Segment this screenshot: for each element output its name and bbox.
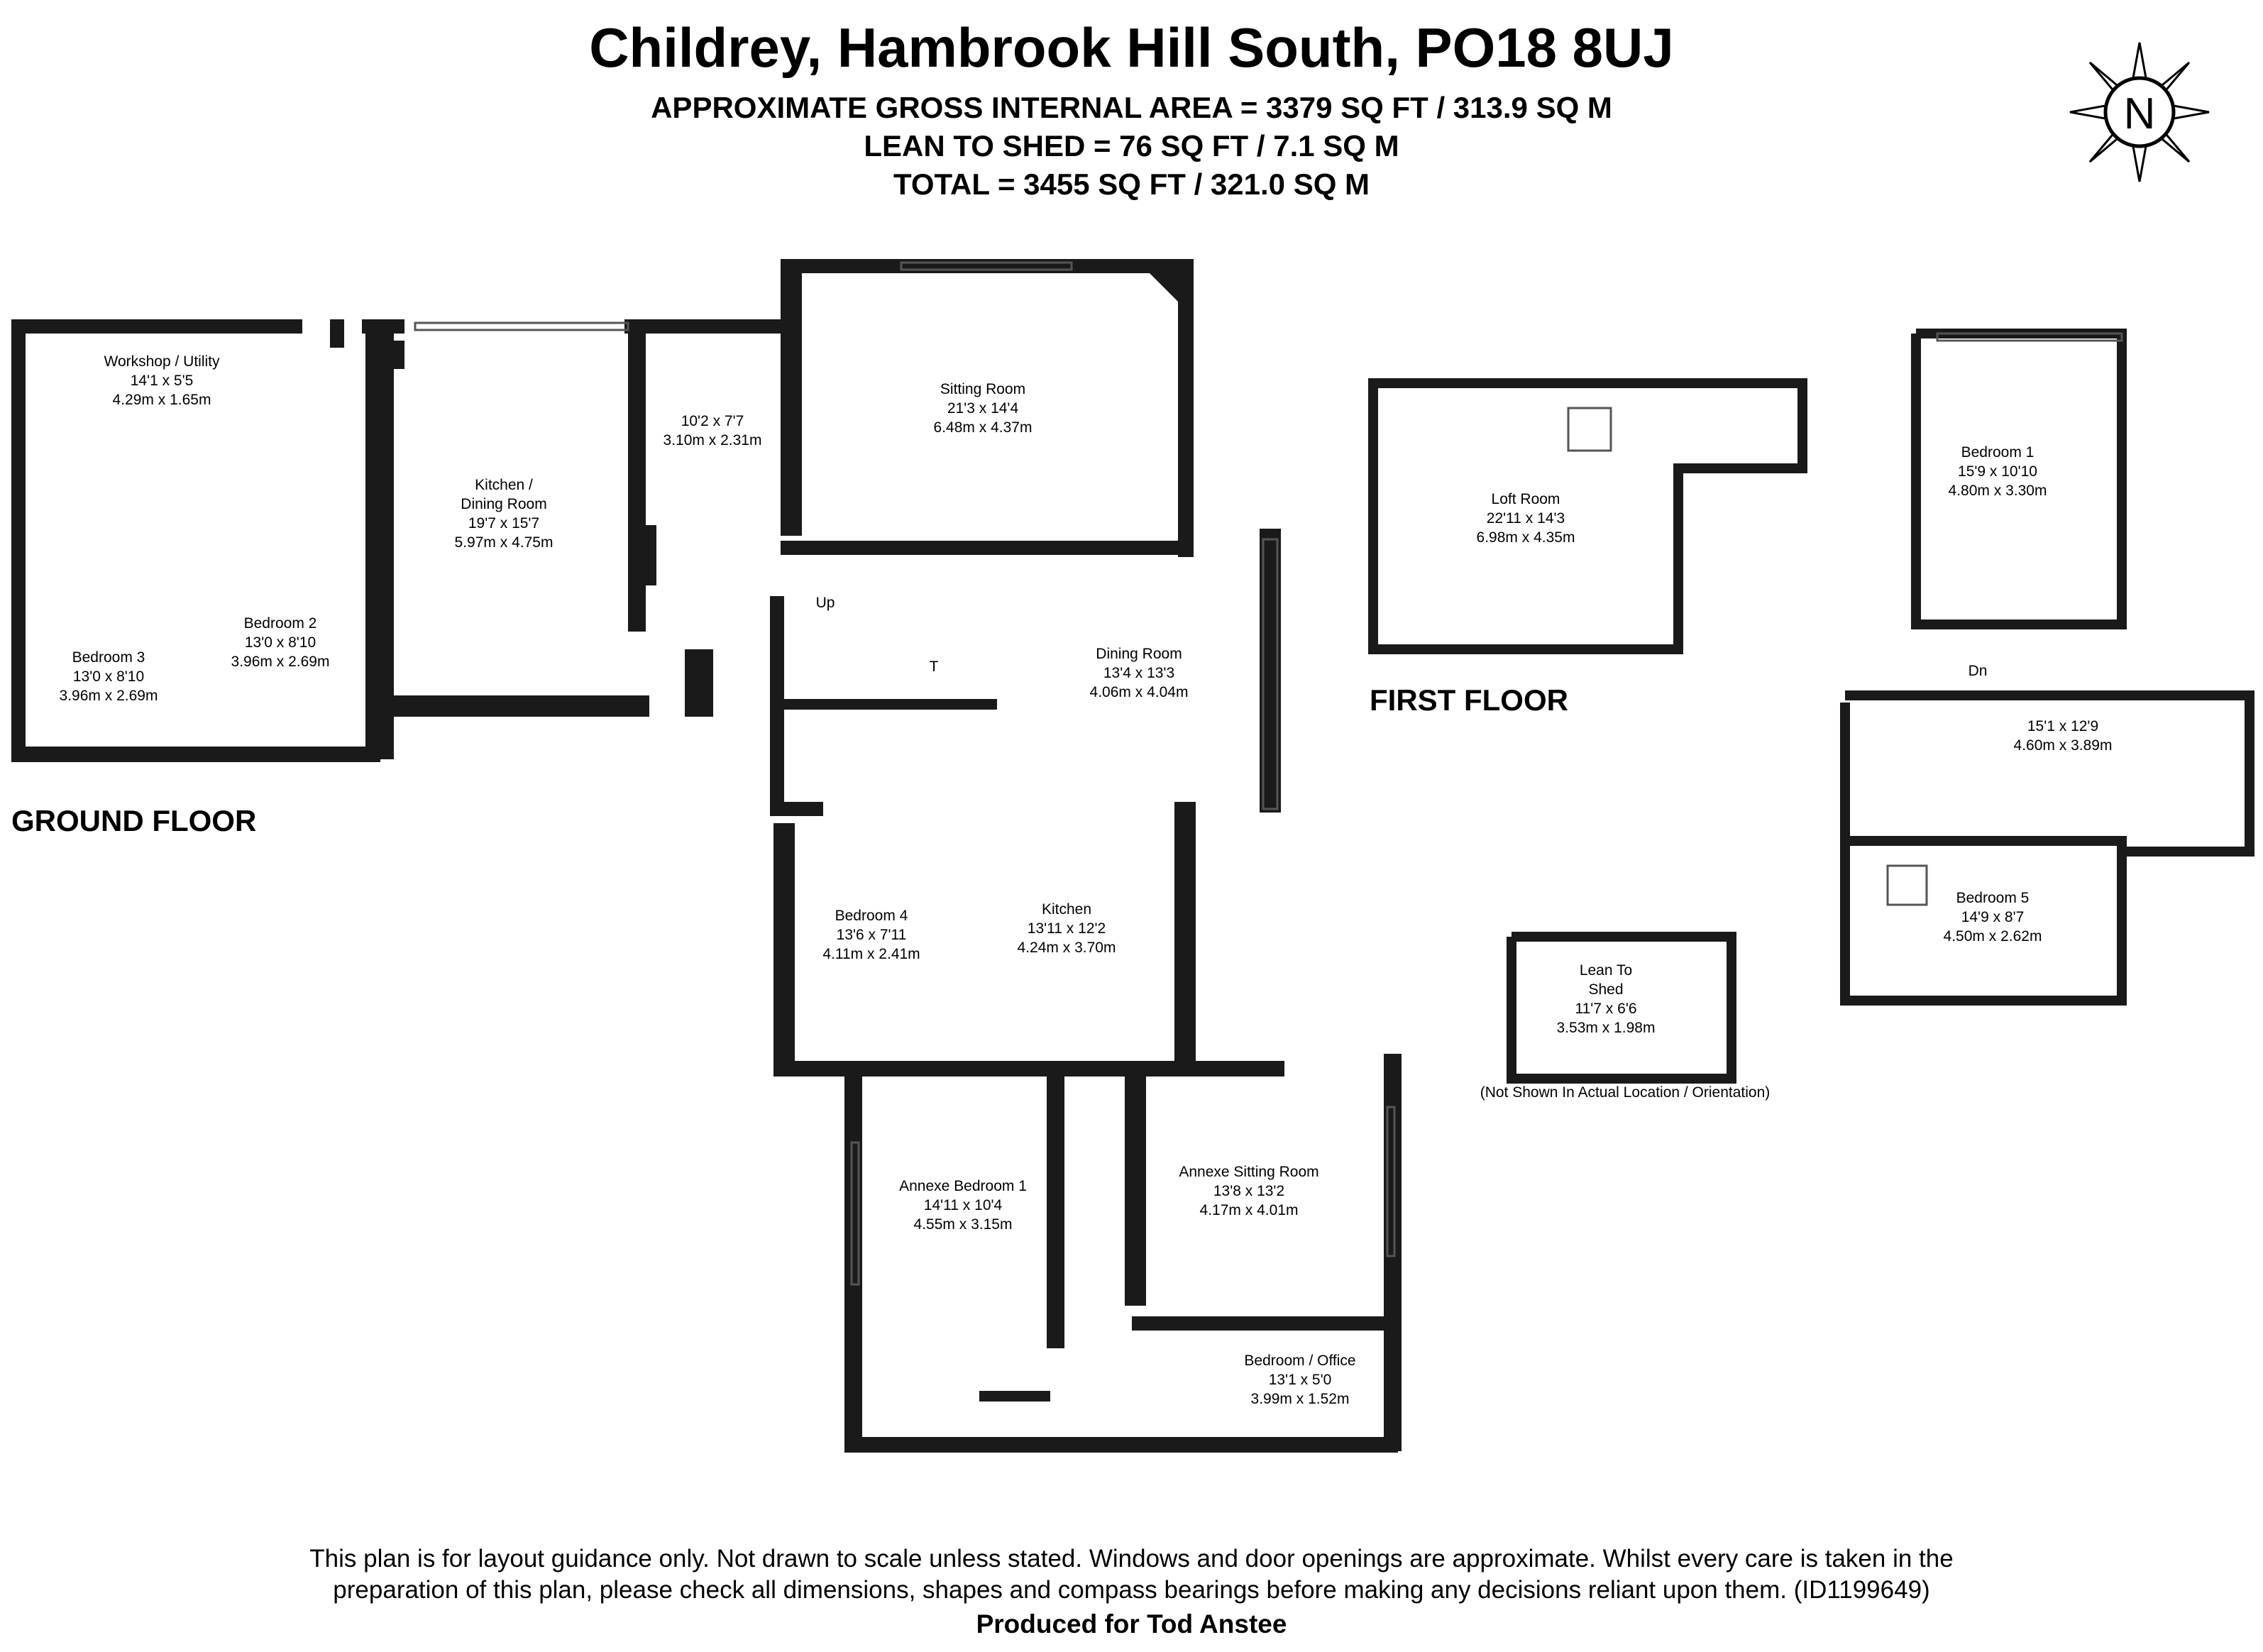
room-name: Lean To [1579,962,1633,979]
disclaimer-line-2: preparation of this plan, please check all dimensions, shapes and compass bearings before making any decisions reliant upon them. (ID1199649) [333,1576,1930,1604]
room-name-2: Shed [1588,981,1624,998]
room-name: Bedroom / Office [1244,1353,1356,1369]
room-imperial: 13'1 x 5'0 [1268,1372,1332,1388]
room-name: Loft Room [1491,491,1560,507]
room-name: Kitchen [1041,901,1092,918]
room-name: Bedroom 5 [1956,890,2030,906]
room-loft [1477,490,1575,547]
room-imperial: 13'6 x 7'11 [836,927,907,943]
room-bedroom-5 [1944,888,2042,946]
room-name: Bedroom 3 [72,649,145,666]
room-metric: 4.11m x 2.41m [822,946,920,962]
room-lean-to-shed [1557,961,1656,1037]
room-metric: 4.17m x 4.01m [1199,1202,1299,1218]
room-metric: 4.29m x 1.65m [112,392,211,408]
room-imperial: 21'3 x 14'4 [947,400,1019,417]
room-metric: 4.80m x 3.30m [1948,483,2047,499]
room-bedroom-office [1244,1351,1355,1409]
total-area-line: TOTAL = 3455 SQ FT / 321.0 SQ M [893,167,1370,201]
room-bedroom-4 [822,906,920,964]
first-floor-label: FIRST FLOOR [1370,683,1568,717]
room-metric: 4.06m x 4.04m [1089,684,1189,700]
room-imperial: 10'2 x 7'7 [681,413,744,429]
room-imperial: 13'0 x 8'10 [72,668,145,685]
room-name: Sitting Room [940,381,1026,397]
room-dining [1090,644,1189,702]
room-name: Workshop / Utility [104,353,220,370]
room-imperial: 14'1 x 5'5 [130,373,194,389]
plan-title: Childrey, Hambrook Hill South, PO18 8UJ [589,16,1674,79]
room-workshop-utility [104,352,220,409]
room-metric: 3.53m x 1.98m [1556,1020,1656,1036]
room-imperial: 15'9 x 10'10 [1958,463,2037,480]
stairs-down-label: Dn [1968,663,1988,679]
room-imperial: 13'8 x 13'2 [1213,1183,1285,1199]
room-bedroom-3 [60,648,158,705]
room-kitchen-dining [455,475,554,552]
room-metric: 5.97m x 4.75m [454,534,554,551]
room-imperial: 14'9 x 8'7 [1961,909,2025,925]
room-metric: 3.96m x 2.69m [59,688,158,704]
room-name: Dining Room [1096,646,1182,662]
gross-area-line: APPROXIMATE GROSS INTERNAL AREA = 3379 SQ FT / 313.9 SQ M [651,91,1612,124]
room-kitchen [1018,900,1116,957]
room-name-2: Dining Room [461,496,547,512]
tank-label: T [929,659,939,675]
room-annexe-sitting [1179,1162,1318,1220]
room-imperial: 11'7 x 6'6 [1575,1001,1637,1017]
room-name: Bedroom 2 [243,615,317,632]
room-name: Annexe Sitting Room [1179,1164,1319,1180]
room-metric: 3.96m x 2.69m [231,654,330,670]
room-imperial: 15'1 x 12'9 [2027,718,2099,734]
room-name: Bedroom 1 [1961,444,2035,461]
room-small [664,412,762,450]
compass-north-letter: N [2123,89,2156,138]
room-imperial: 13'4 x 13'3 [1103,665,1175,681]
room-imperial: 13'11 x 12'2 [1027,920,1106,937]
room-imperial: 19'7 x 15'7 [468,515,540,532]
room-sitting [934,380,1033,437]
room-metric: 6.98m x 4.35m [1476,529,1575,546]
room-first-floor-unnamed [2014,717,2113,755]
room-bedroom-2 [231,614,330,671]
room-imperial: 13'0 x 8'10 [244,634,316,651]
shed-area-line: LEAN TO SHED = 76 SQ FT / 7.1 SQ M [864,129,1399,163]
room-metric: 4.60m x 3.89m [2013,737,2113,754]
room-metric: 4.55m x 3.15m [913,1216,1013,1233]
room-annexe-bedroom-1 [899,1177,1027,1234]
produced-for-credit: Produced for Tod Anstee [976,1609,1287,1639]
room-imperial: 14'11 x 10'4 [923,1197,1003,1213]
ground-floor-label: GROUND FLOOR [11,804,257,837]
room-name: Annexe Bedroom 1 [899,1178,1027,1194]
disclaimer-line-1: This plan is for layout guidance only. Not drawn to scale unless stated. Windows and door openings are approximate. Whilst every care is taken in the [309,1545,1954,1573]
stairs-up-label: Up [815,595,835,611]
room-metric: 6.48m x 4.37m [933,419,1033,436]
room-metric: 4.50m x 2.62m [1943,928,2042,945]
room-metric: 3.10m x 2.31m [663,432,762,448]
room-name: Kitchen / [475,477,533,493]
room-imperial: 22'11 x 14'3 [1486,510,1565,527]
room-name: Bedroom 4 [835,908,908,924]
shed-location-note: (Not Shown In Actual Location / Orientation) [1480,1084,1771,1101]
room-bedroom-1 [1949,443,2047,500]
room-metric: 3.99m x 1.52m [1250,1391,1350,1407]
room-metric: 4.24m x 3.70m [1017,940,1116,956]
